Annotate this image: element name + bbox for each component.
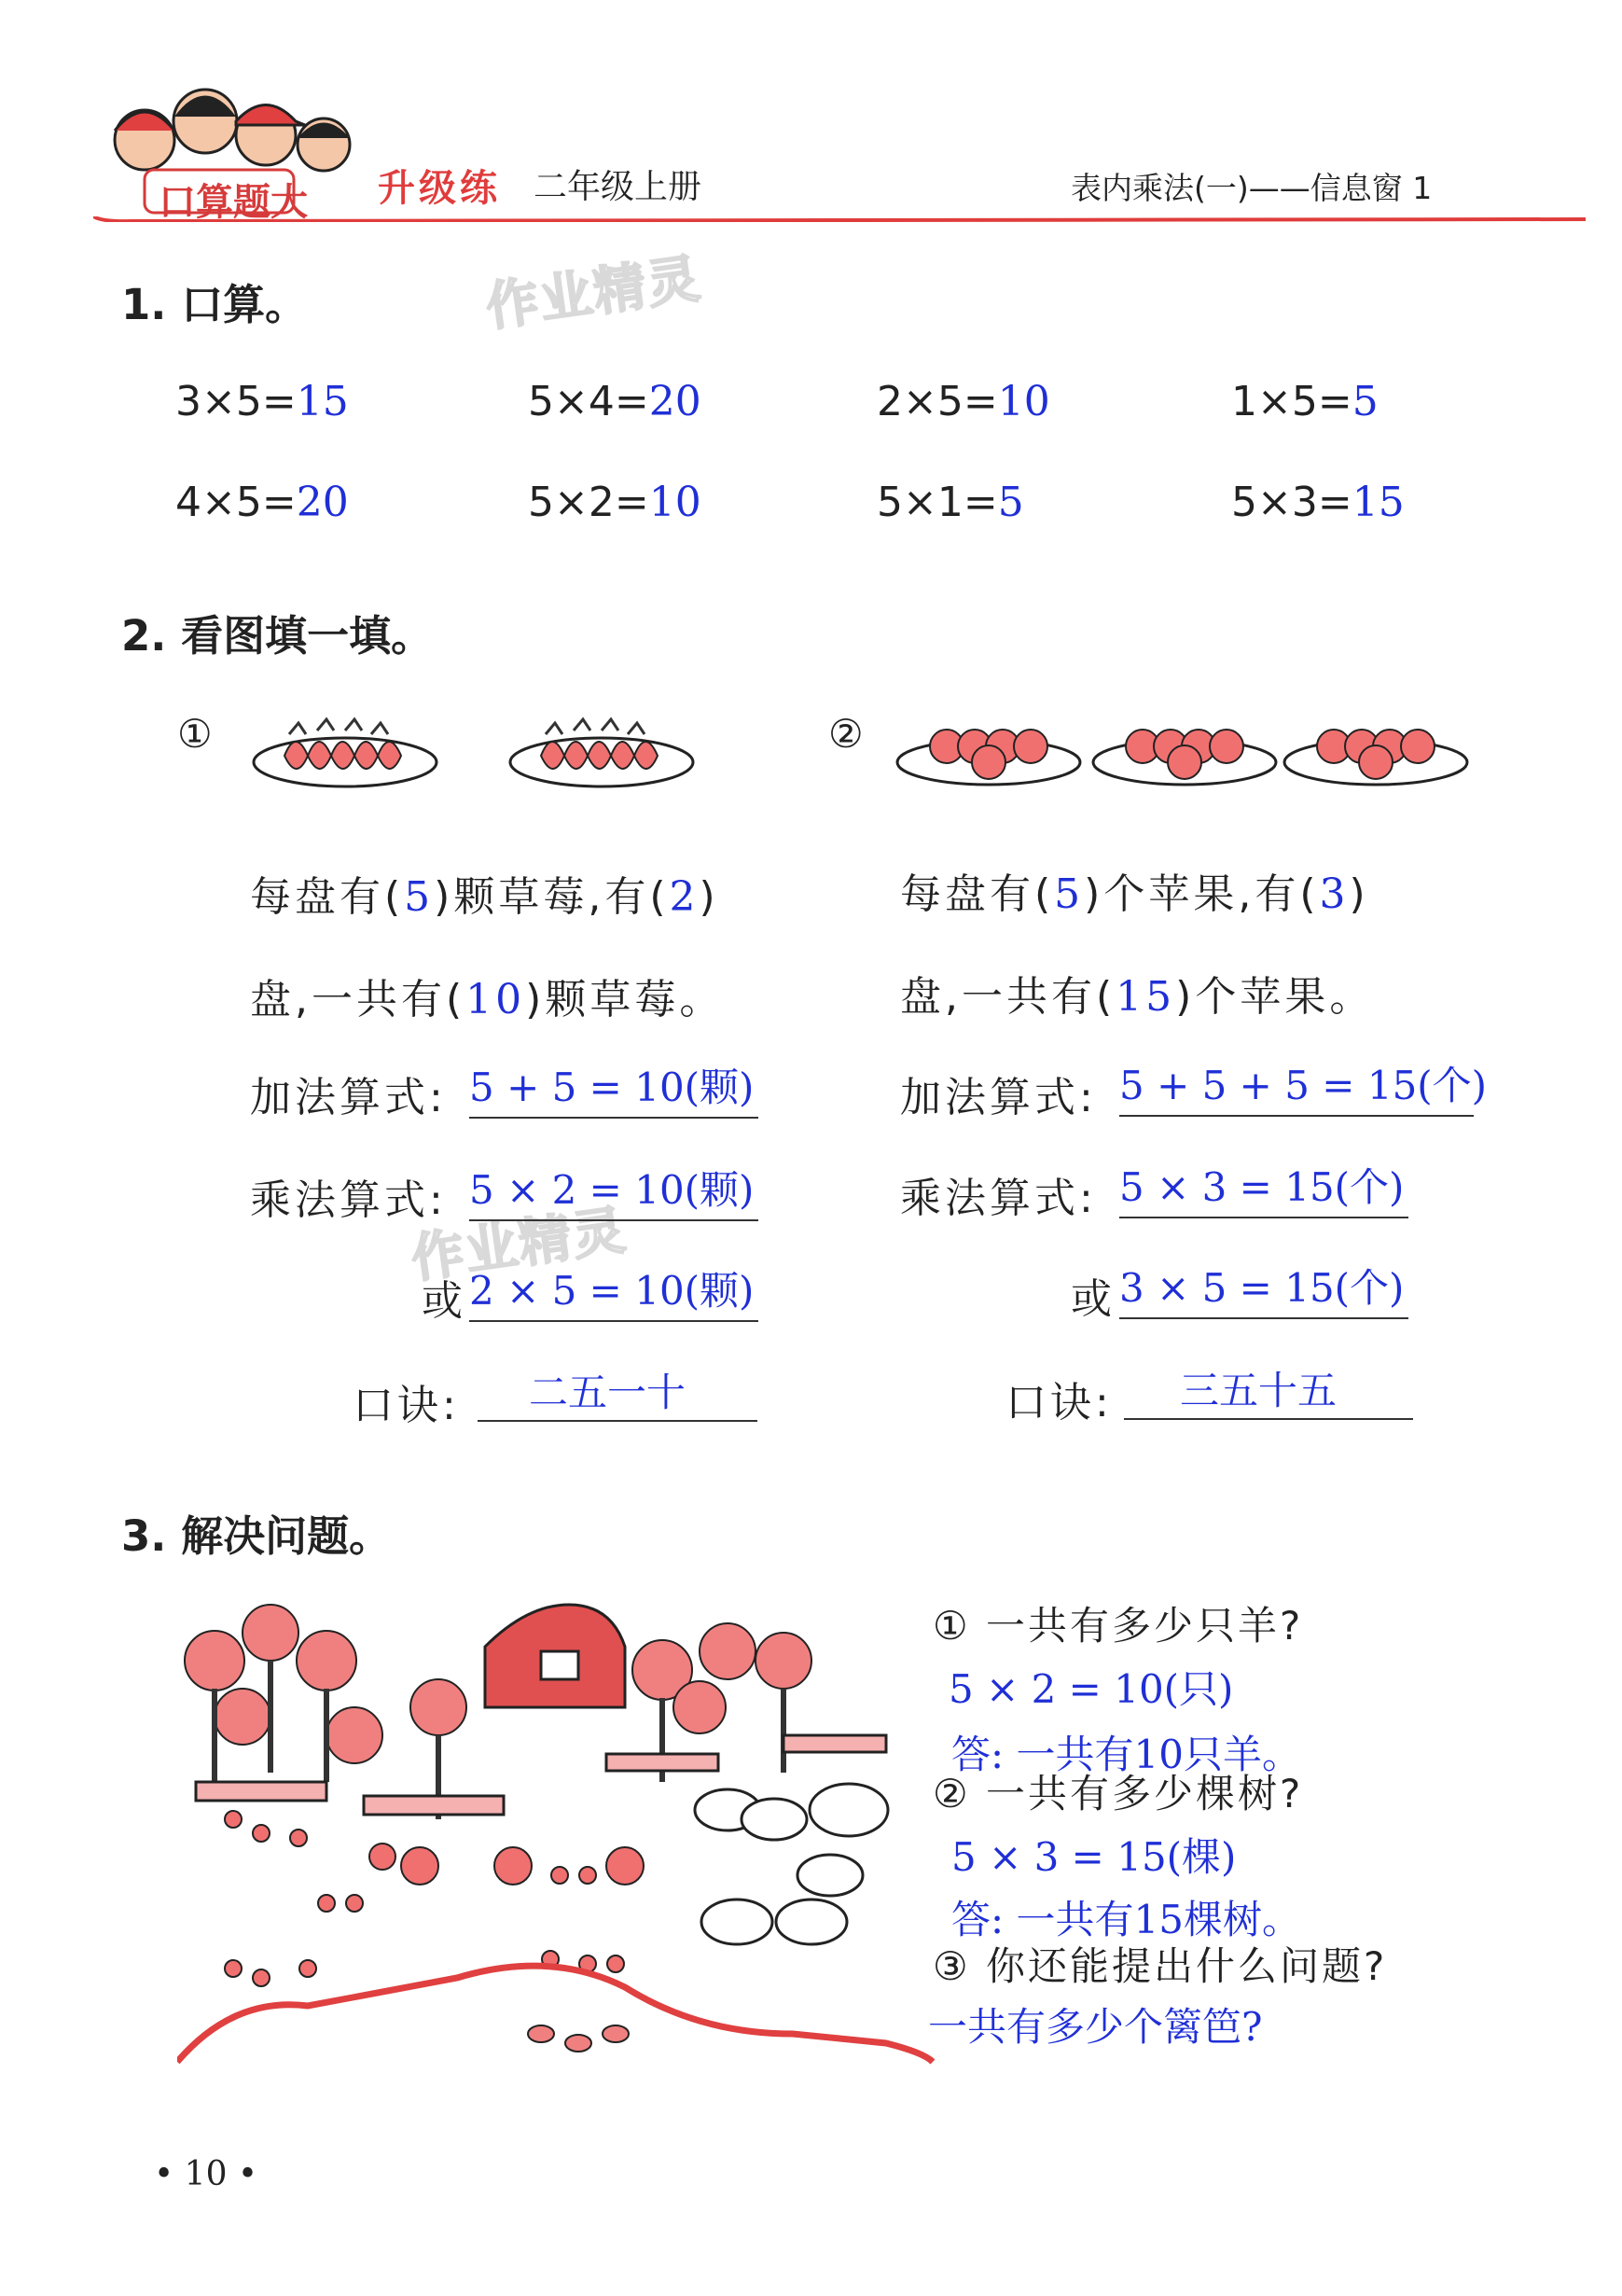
watermark: 作业精灵 — [482, 248, 706, 339]
calc-item: 5×2=10 — [528, 479, 701, 526]
watermark: 作业精灵 — [408, 1200, 631, 1290]
item-number: ② — [828, 711, 867, 757]
multiplication-alt-answer: 2 × 5 = 10(颗) — [469, 1262, 758, 1322]
farm-illustration — [177, 1595, 942, 2080]
addition-label: 加法算式: — [250, 1074, 447, 1121]
calc-item: 1×5=5 — [1231, 378, 1379, 425]
calc-item: 3×5=15 — [175, 378, 349, 425]
or-label: 或 — [1071, 1275, 1116, 1323]
apple-total-sentence: 盘,一共有(15)个苹果。 — [900, 973, 1375, 1021]
grade-label: 二年级上册 — [534, 168, 702, 206]
calc-item: 5×1=5 — [877, 479, 1024, 526]
or-label: 或 — [422, 1277, 466, 1325]
multiplication-alt-answer: 3 × 5 = 15(个) — [1119, 1259, 1408, 1319]
rhyme-label: 口诀: — [353, 1382, 460, 1429]
question-1-equation: 5 × 2 = 10(只) — [949, 1666, 1234, 1712]
multiplication-answer: 5 × 2 = 10(颗) — [469, 1162, 758, 1221]
addition-answer: 5 + 5 = 10(颗) — [469, 1059, 758, 1119]
calc-item: 2×5=10 — [877, 378, 1050, 425]
page-number: • 10 • — [154, 2155, 258, 2193]
multiplication-label: 乘法算式: — [250, 1176, 447, 1224]
section2-title: 2. 看图填一填。 — [121, 611, 434, 661]
addition-label: 加法算式: — [900, 1074, 1097, 1121]
question-2-answer: 答: 一共有15棵树。 — [951, 1897, 1301, 1942]
rhyme-answer: 三五十五 — [1124, 1362, 1413, 1420]
chapter-title: 表内乘法(一)——信息窗 1 — [1071, 170, 1433, 206]
calc-item: 4×5=20 — [175, 479, 349, 526]
section1-title: 1. 口算。 — [121, 280, 308, 329]
rhyme-label: 口诀: — [1005, 1379, 1113, 1426]
multiplication-label: 乘法算式: — [900, 1175, 1097, 1222]
question-1-answer: 答: 一共有10只羊。 — [951, 1732, 1301, 1777]
item-number: ① — [177, 711, 216, 757]
question-1: ① 一共有多少只羊? — [933, 1603, 1304, 1649]
calc-item: 5×4=20 — [528, 378, 701, 425]
apple-count-sentence: 每盘有(5)个苹果,有(3) — [900, 870, 1369, 918]
section3-title: 3. 解决问题。 — [121, 1511, 392, 1561]
calc-item: 5×3=15 — [1231, 479, 1405, 526]
question-3-answer: 一共有多少个篱笆? — [928, 2004, 1263, 2050]
strawberry-total-sentence: 盘,一共有(10)颗草莓。 — [250, 976, 725, 1023]
question-2: ② 一共有多少棵树? — [933, 1771, 1304, 1816]
logo-text: 口算题大 — [159, 181, 308, 224]
question-2-equation: 5 × 3 = 15(棵) — [951, 1834, 1237, 1880]
addition-answer: 5 + 5 + 5 = 15(个) — [1119, 1057, 1474, 1117]
multiplication-answer: 5 × 3 = 15(个) — [1119, 1159, 1408, 1218]
question-3: ③ 你还能提出什么问题? — [933, 1943, 1388, 1989]
apple-plates-illustration — [895, 704, 1474, 798]
rhyme-answer: 二五一十 — [478, 1364, 757, 1422]
series-name: 升级练 — [378, 167, 501, 210]
header-divider — [93, 216, 1586, 222]
strawberry-plates-illustration — [252, 704, 718, 798]
strawberry-count-sentence: 每盘有(5)颗草莓,有(2) — [250, 873, 719, 921]
